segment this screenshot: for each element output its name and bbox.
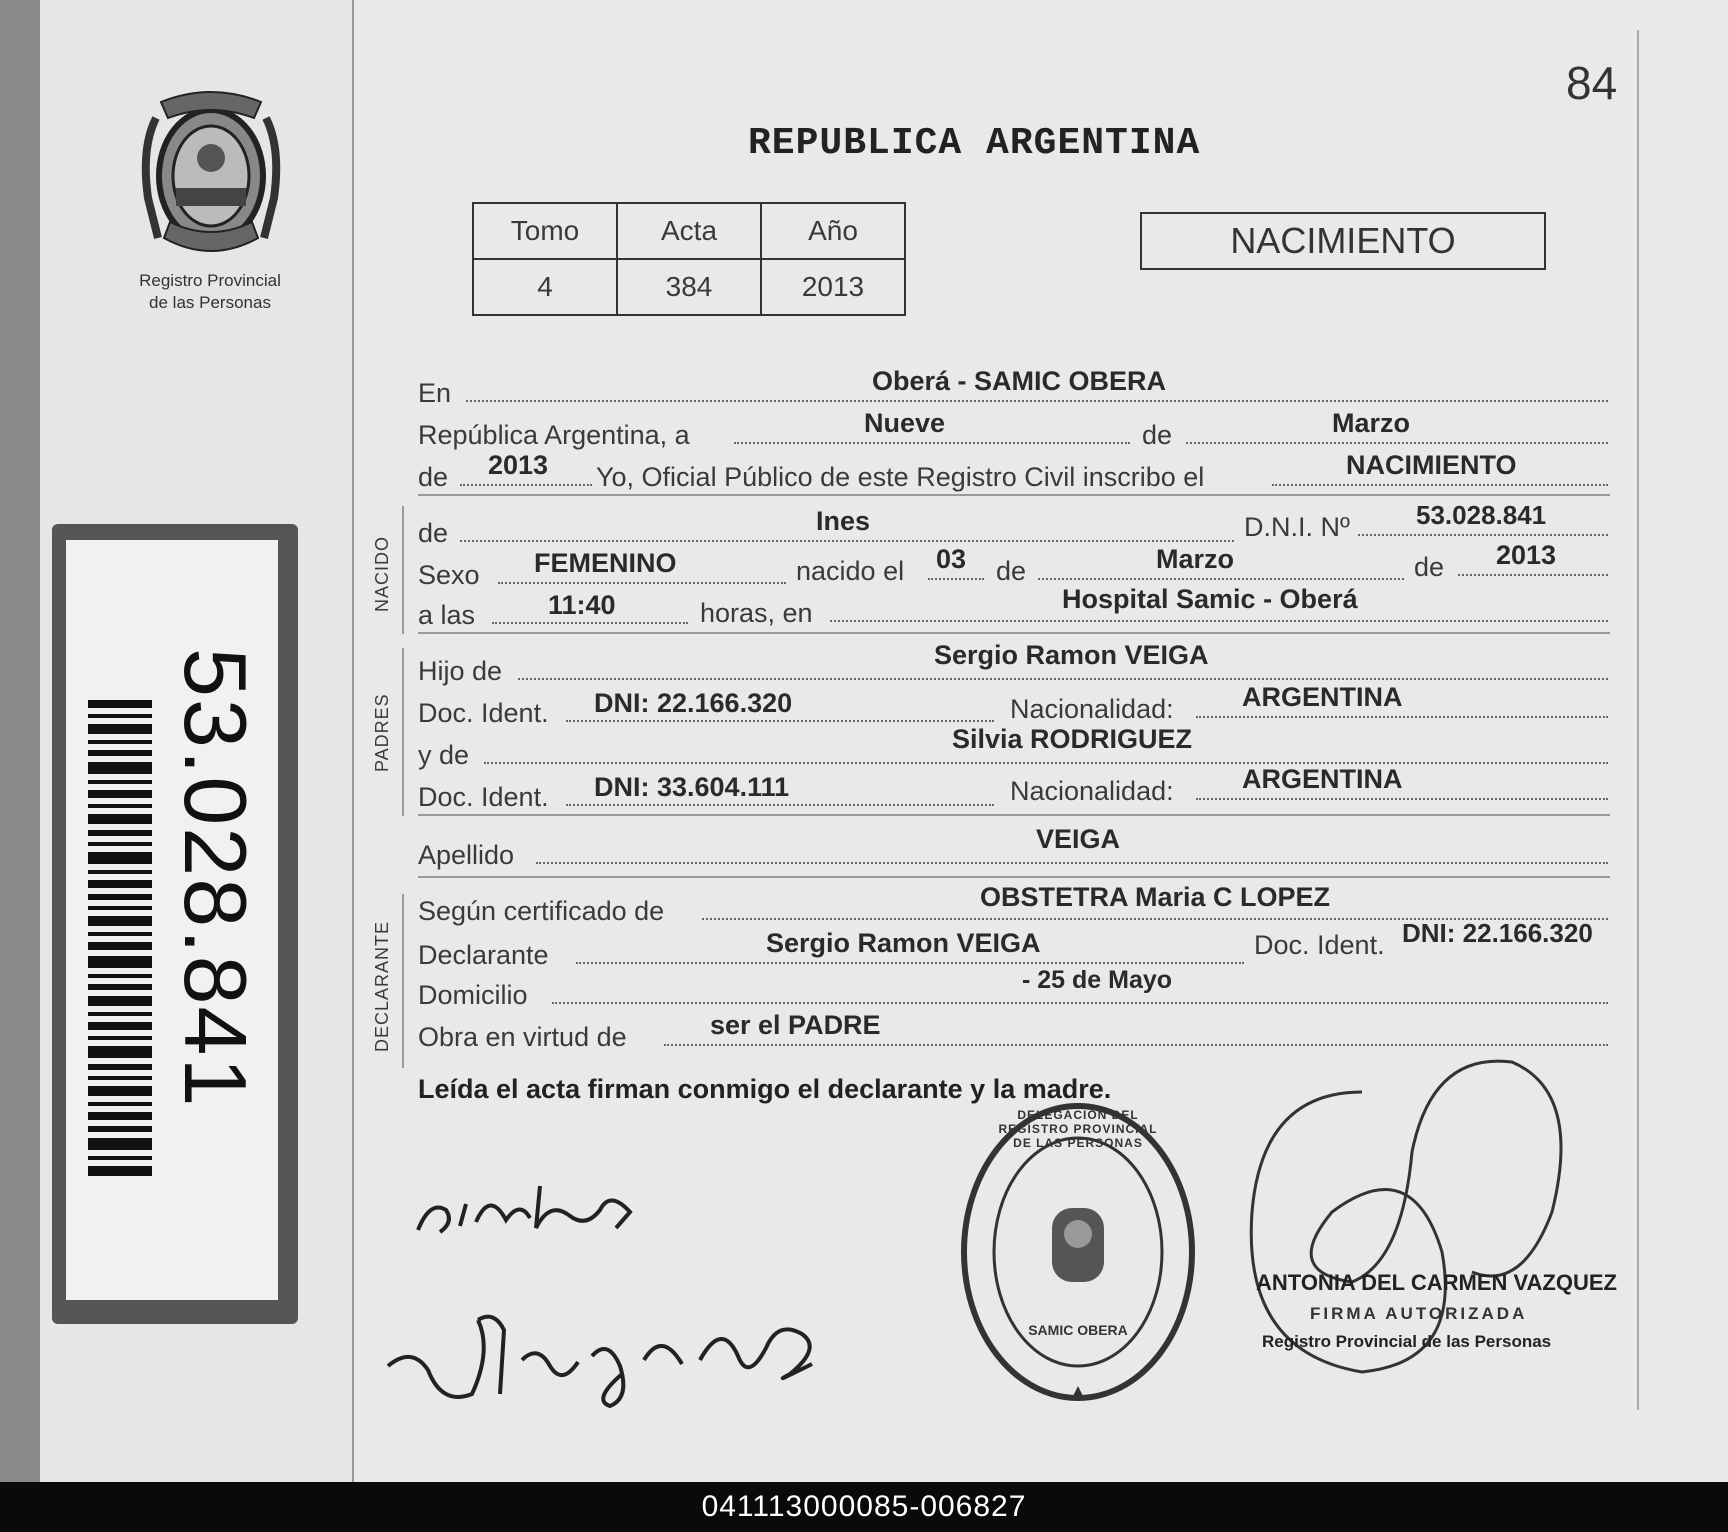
mother-nat-value: ARGENTINA [1242, 764, 1403, 794]
horas-label: horas, en [700, 598, 813, 628]
official-role: FIRMA AUTORIZADA [1310, 1304, 1528, 1323]
hour-value: 11:40 [548, 590, 616, 620]
registry-name [100, 270, 320, 314]
coat-of-arms-seal-icon [136, 88, 286, 264]
name-dots [460, 540, 1234, 542]
official-office: Registro Provincial de las Personas [1262, 1332, 1552, 1351]
page-title: REPUBLICA ARGENTINA [748, 122, 1201, 165]
hour-dots [492, 622, 688, 624]
mother-value: Silvia RODRIGUEZ [952, 724, 1193, 754]
en-label: En [418, 378, 452, 408]
declarante-doc-value: DNI: 22.166.320 [1402, 918, 1593, 948]
father-value: Sergio Ramon VEIGA [934, 640, 1209, 670]
dni-value: 53.028.841 [1416, 500, 1547, 530]
inscribe-type: NACIMIENTO [1346, 450, 1517, 480]
table-value-tomo: 4 [473, 259, 617, 315]
day-word: Nueve [864, 408, 946, 438]
apellido-dots [536, 862, 1608, 864]
apellido-label: Apellido [418, 840, 515, 870]
de-label-5: de [1414, 552, 1445, 582]
de-label-4: de [996, 556, 1027, 586]
father-nat-label: Nacionalidad: [1010, 694, 1174, 724]
month-value: Marzo [1332, 408, 1411, 438]
oficial-text: Yo, Oficial Público de este Registro Civil inscribo el [596, 462, 1205, 492]
month-dots [1186, 442, 1608, 444]
section-line-1 [418, 494, 1610, 496]
republica-label: República Argentina, a [418, 420, 690, 450]
obra-label: Obra en virtud de [418, 1022, 627, 1052]
declarante-doc-label: Doc. Ident. [1254, 930, 1385, 960]
name-value: Ines [816, 506, 871, 536]
domicilio-dots [552, 1002, 1608, 1004]
record-table [472, 202, 906, 316]
obra-value: ser el PADRE [710, 1010, 881, 1040]
sticker-inner [66, 540, 278, 1300]
barcode-icon [88, 700, 152, 1180]
birth-year-dots [1458, 574, 1608, 576]
mother-nat-dots [1196, 798, 1608, 800]
table-header-acta: Acta [617, 203, 761, 259]
domicilio-label: Domicilio [418, 980, 528, 1010]
side-label-declarante: DECLARANTE [372, 920, 392, 1052]
father-dots [518, 678, 1608, 680]
registry-name-line2: de las Personas [149, 293, 271, 312]
y-de-label: y de [418, 740, 470, 770]
section-line-2 [418, 632, 1610, 634]
closing-sentence: Leída el acta firman conmigo el declarante y la madre. [418, 1074, 1112, 1104]
birth-day: 03 [936, 544, 967, 574]
side-label-nacido: NACIDO [372, 535, 392, 612]
a-las-label: a las [418, 600, 476, 630]
father-doc-dots [566, 720, 994, 722]
sexo-value: FEMENINO [534, 548, 677, 578]
nacido-bar [402, 506, 404, 634]
side-label-padres: PADRES [372, 693, 392, 772]
certificado-label: Según certificado de [418, 896, 665, 926]
father-nat-value: ARGENTINA [1242, 682, 1403, 712]
table-value-ano: 2013 [761, 259, 905, 315]
year-value: 2013 [488, 450, 549, 480]
day-dots [734, 442, 1130, 444]
sticker-number: 53.028.841 [166, 648, 265, 1109]
footer-code: 041113000085-006827 [0, 1482, 1728, 1532]
birth-year: 2013 [1496, 540, 1557, 570]
father-doc-value: DNI: 22.166.320 [594, 688, 793, 718]
declarante-value: Sergio Ramon VEIGA [766, 928, 1041, 958]
table-value-acta: 384 [617, 259, 761, 315]
declarante-bar [402, 894, 404, 1068]
father-doc-label: Doc. Ident. [418, 698, 549, 728]
birth-month-dots [1038, 578, 1404, 580]
official-signature-icon [1222, 1032, 1602, 1412]
book-spine [0, 0, 42, 1482]
hijo-label: Hijo de [418, 656, 503, 686]
registry-name-line1: Registro Provincial [139, 271, 281, 290]
mother-signature-icon [410, 1160, 650, 1250]
declarante-dots [576, 962, 1244, 964]
section-line-3 [418, 814, 1610, 816]
official-name: ANTONIA DEL CARMEN VAZQUEZ [1256, 1270, 1617, 1295]
de-label-2: de [418, 462, 449, 492]
padres-bar [402, 648, 404, 816]
table-header-ano: Año [761, 203, 905, 259]
mother-doc-label: Doc. Ident. [418, 782, 549, 812]
en-dots [466, 400, 1608, 402]
mother-doc-dots [566, 804, 994, 806]
father-nat-dots [1196, 716, 1608, 718]
stamp-ring-text: DELEGACION DEL REGISTRO PROVINCIAL DE LAS PERSONAS [998, 1108, 1158, 1150]
en-value: Oberá - SAMIC OBERA [872, 366, 1167, 396]
place-value: Hospital Samic - Oberá [1062, 584, 1358, 614]
place-dots [830, 620, 1608, 622]
mother-nat-label: Nacionalidad: [1010, 776, 1174, 806]
de-label-1: de [1142, 420, 1173, 450]
nacido-el-label: nacido el [796, 556, 905, 586]
record-type-box: NACIMIENTO [1140, 212, 1546, 270]
official-stamp [958, 1100, 1198, 1404]
barcode-sticker [52, 524, 298, 1324]
sexo-label: Sexo [418, 560, 480, 590]
dni-label: D.N.I. Nº [1244, 512, 1350, 542]
mother-doc-value: DNI: 33.604.111 [594, 772, 790, 802]
year-dots [460, 484, 592, 486]
inscribe-dots [1272, 484, 1608, 486]
domicilio-value: - 25 de Mayo [1022, 966, 1173, 994]
table-header-tomo: Tomo [473, 203, 617, 259]
sexo-dots [498, 582, 786, 584]
mother-dots [484, 762, 1608, 764]
birth-month: Marzo [1156, 544, 1235, 574]
left-page [40, 0, 354, 1482]
de-label-3: de [418, 518, 449, 548]
stamp-inner-text: SAMIC OBERA [1028, 1322, 1128, 1338]
declarant-signature-icon [382, 1290, 842, 1420]
page-number: 84 [1566, 57, 1618, 109]
birth-day-dots [928, 578, 984, 580]
dni-dots [1358, 534, 1608, 536]
apellido-value: VEIGA [1036, 824, 1121, 854]
declarante-label: Declarante [418, 940, 549, 970]
section-line-4 [418, 876, 1610, 878]
certificado-value: OBSTETRA Maria C LOPEZ [980, 882, 1331, 912]
